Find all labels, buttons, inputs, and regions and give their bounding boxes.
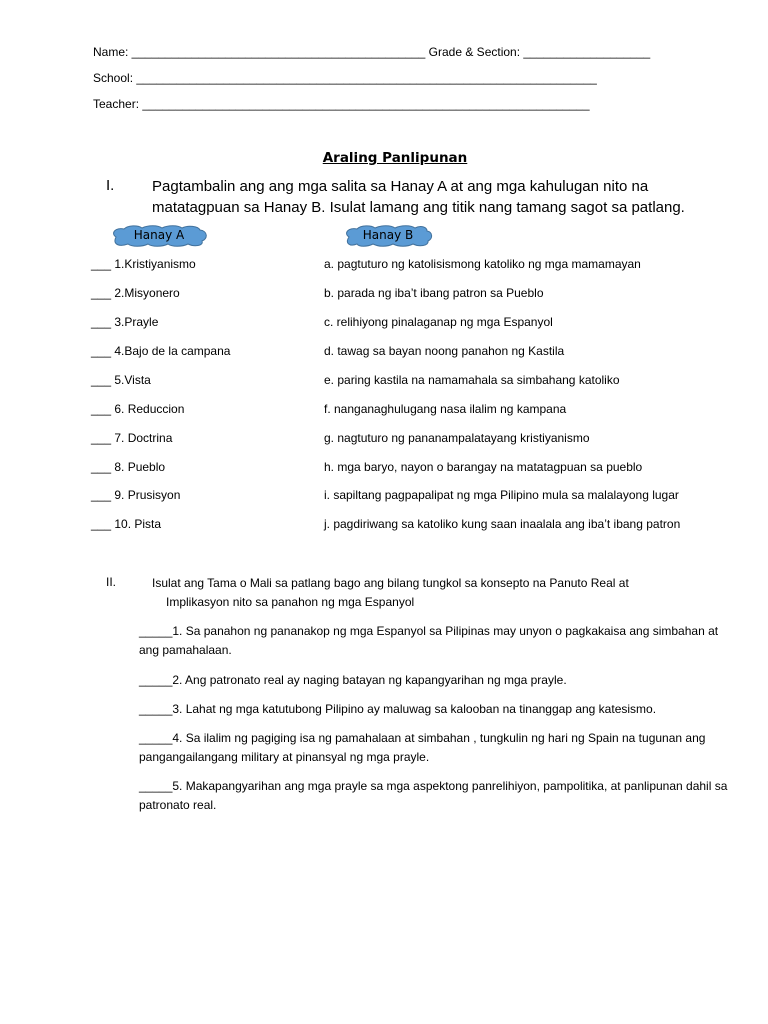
part2-instruction-line2: Implikasyon nito sa panahon ng mga Espanyol [166,595,415,609]
hanay-a-item: ___ 6. Reduccion [91,402,185,416]
part2-instruction [152,574,712,612]
tama-mali-item: _____5. Makapangyarihan ang mga prayle sa mga aspektong panrelihiyon, pampolitika, at panlipunan dahil sa patronato real. [139,779,728,812]
part1-numeral: I. [106,177,115,194]
hanay-b-item: h. mga baryo, nayon o barangay na matatagpuan sa pueblo [324,460,643,474]
hanay-b-item: c. relihiyong pinalaganap ng mga Espanyol [324,315,553,329]
tama-mali-item: _____4. Sa ilalim ng pagiging isa ng pamahalaan at simbahan , tungkulin ng hari ng Spain na tugunan ang pangangailangang military at pinansyal ng mga prayle. [139,731,706,764]
name-grade-line: Name: ____________________________________________ Grade & Section: ___________________ [93,45,651,59]
part2-instruction-line1: Isulat ang Tama o Mali sa patlang bago ang bilang tungkol sa konsepto na Panuto Real at [152,576,629,590]
hanay-b-label: Hanay B [362,228,414,242]
page-title: Araling Panlipunan [322,150,468,166]
hanay-a-item: ___ 8. Pueblo [91,460,166,474]
hanay-a-item: ___ 5.Vista [91,373,151,387]
hanay-a-item: ___ 2.Misyonero [91,286,180,300]
hanay-a-item: ___ 7. Doctrina [91,431,173,445]
school-line: School: _____________________________________________________________________ [93,71,597,85]
hanay-a-item: ___ 9. Prusisyon [91,488,181,502]
part2-numeral: II. [106,575,117,589]
teacher-line: Teacher: ___________________________________________________________________ [93,97,590,111]
hanay-b-item: d. tawag sa bayan noong panahon ng Kastila [324,344,565,358]
tama-mali-item: _____3. Lahat ng mga katutubong Pilipino ay maluwag sa kalooban na tinanggap ang katesismo. [139,702,657,716]
hanay-a-label: Hanay A [133,228,185,242]
tama-mali-item: _____1. Sa panahon ng pananakop ng mga Espanyol sa Pilipinas may unyon o pagkakaisa ang simbahan at ang pamahalaan. [139,624,719,657]
hanay-b-item: b. parada ng iba’t ibang patron sa Pueblo [324,286,544,300]
hanay-a-cloud [110,225,208,247]
hanay-b-item: j. pagdiriwang sa katoliko kung saan inaalala ang iba’t ibang patron [324,517,681,531]
hanay-b-item: g. nagtuturo ng pananampalatayang kristiyanismo [324,431,590,445]
hanay-b-item: f. nanganaghulugang nasa ilalim ng kampana [324,402,567,416]
hanay-b-cloud [343,225,433,247]
hanay-a-item: ___ 4.Bajo de la campana [91,344,231,358]
hanay-a-item: ___ 3.Prayle [91,315,159,329]
hanay-b-item: e. paring kastila na namamahala sa simbahang katoliko [324,373,620,387]
hanay-a-item: ___ 1.Kristiyanismo [91,257,196,271]
hanay-b-item: a. pagtuturo ng katolisismong katoliko ng mga mamamayan [324,257,641,271]
part1-instruction: Pagtambalin ang ang mga salita sa Hanay A at ang mga kahulugan nito na matatagpuan sa Hanay B. Isulat lamang ang titik nang tamang sagot sa patlang. [152,178,685,216]
hanay-a-item: ___ 10. Pista [91,517,162,531]
tama-mali-item: _____2. Ang patronato real ay naging batayan ng kapangyarihan ng mga prayle. [139,673,567,687]
hanay-b-item: i. sapiltang pagpapalipat ng mga Pilipino mula sa malalayong lugar [324,488,679,502]
